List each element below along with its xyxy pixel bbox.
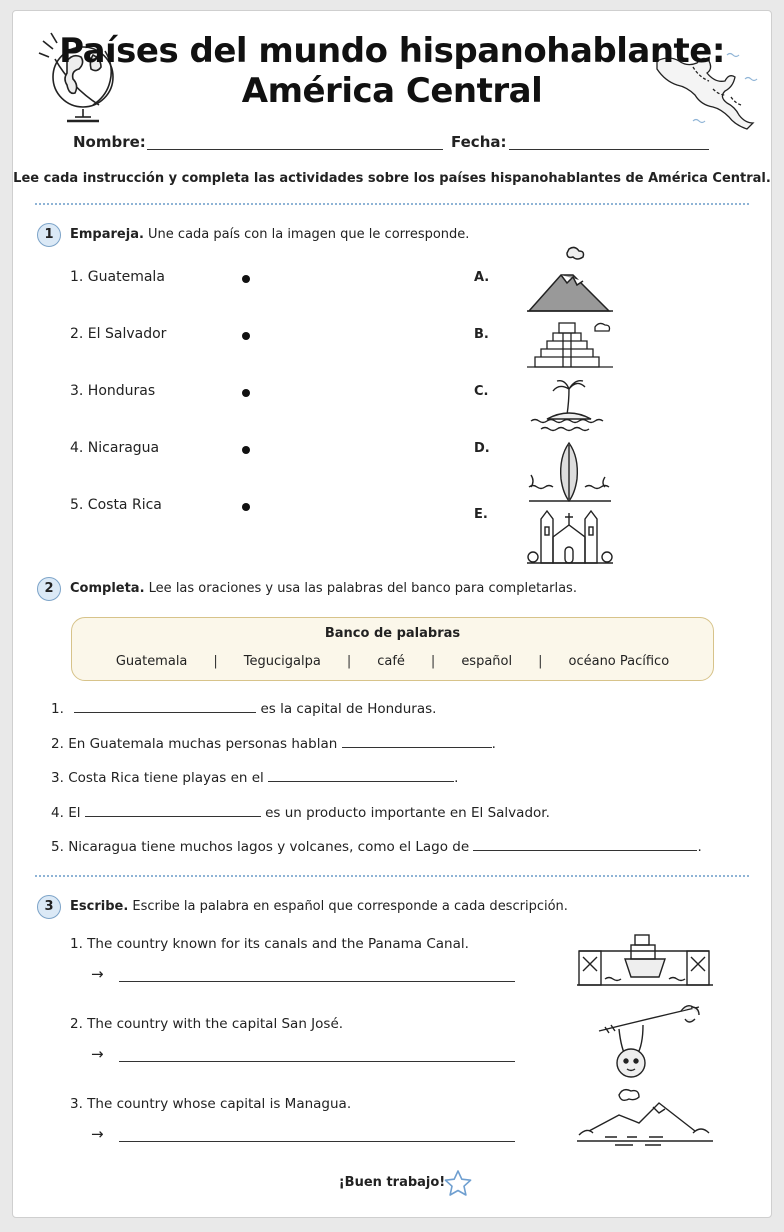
section-2-heading-text: Lee las oraciones y usa las palabras del banco para completarlas. bbox=[148, 581, 577, 596]
prompt-2: 2. The country with the capital San José. bbox=[70, 1016, 344, 1032]
answer-blank[interactable] bbox=[473, 838, 697, 851]
answer-line[interactable] bbox=[119, 981, 515, 982]
section-3-heading-text: Escribe la palabra en español que corresponde a cada descripción. bbox=[132, 899, 568, 914]
sentence-number: 5. bbox=[51, 839, 64, 855]
title-line-1: Países del mundo hispanohablante: bbox=[59, 31, 725, 71]
star-icon bbox=[443, 1169, 473, 1199]
sentence-4 bbox=[51, 804, 550, 821]
word-bank-title: Banco de palabras bbox=[324, 626, 461, 641]
sentence-after: es un producto importante en El Salvador. bbox=[265, 805, 550, 821]
sentence-after: . bbox=[454, 770, 459, 786]
instructions: Lee cada instrucción y completa las actividades sobre los países hispanohablantes de América Central. bbox=[13, 171, 771, 186]
section-1-heading-text: Une cada país con la imagen que le corresponde. bbox=[148, 227, 470, 242]
palm-island-icon bbox=[525, 375, 615, 437]
sentence-before: El bbox=[68, 805, 81, 821]
bank-word: español bbox=[461, 654, 513, 669]
volcano-icon bbox=[525, 245, 615, 315]
section-2-heading-bold: Completa. bbox=[70, 581, 145, 596]
match-letter: A. bbox=[474, 270, 490, 285]
country-item: 5. Costa Rica bbox=[70, 497, 162, 513]
bank-word: océano Pacífico bbox=[568, 654, 670, 669]
sentence-number: 1. bbox=[51, 701, 64, 717]
date-label: Fecha: bbox=[451, 133, 507, 151]
arrow-icon: → bbox=[91, 1045, 104, 1063]
divider bbox=[35, 203, 749, 205]
sentence-1 bbox=[51, 700, 436, 717]
section-2-number: 2 bbox=[37, 577, 61, 601]
sentence-before: En Guatemala muchas personas hablan bbox=[68, 736, 338, 752]
sentence-number: 4. bbox=[51, 805, 64, 821]
answer-blank[interactable] bbox=[85, 804, 261, 817]
sentence-number: 3. bbox=[51, 770, 64, 786]
country-item: 4. Nicaragua bbox=[70, 440, 160, 456]
canal-ship-icon bbox=[575, 929, 715, 987]
bank-separator: | bbox=[346, 654, 352, 669]
bank-word: café bbox=[377, 654, 405, 669]
lake-volcano-icon bbox=[575, 1081, 715, 1149]
page-title bbox=[13, 31, 771, 111]
word-bank bbox=[71, 617, 714, 681]
sentence-before: Nicaragua tiene muchos lagos y volcanes, como el Lago de bbox=[68, 839, 470, 855]
answer-blank[interactable] bbox=[268, 769, 454, 782]
name-label: Nombre: bbox=[73, 133, 146, 151]
prompt-1: 1. The country known for its canals and the Panama Canal. bbox=[70, 936, 469, 952]
sentence-2 bbox=[51, 735, 496, 752]
prompt-3: 3. The country whose capital is Managua. bbox=[70, 1096, 352, 1112]
country-item: 2. El Salvador bbox=[70, 326, 167, 342]
worksheet-page bbox=[12, 10, 772, 1218]
match-dot[interactable] bbox=[242, 275, 250, 283]
section-3-heading-bold: Escribe. bbox=[70, 899, 129, 914]
date-field[interactable] bbox=[509, 149, 709, 150]
arrow-icon: → bbox=[91, 1125, 104, 1143]
section-3-heading bbox=[70, 899, 568, 914]
match-letter: B. bbox=[474, 327, 489, 342]
answer-line[interactable] bbox=[119, 1141, 515, 1142]
sentence-before: Costa Rica tiene playas en el bbox=[68, 770, 264, 786]
match-letter: E. bbox=[474, 507, 488, 522]
sentence-3 bbox=[51, 769, 458, 786]
match-letter: D. bbox=[474, 441, 490, 456]
section-2-heading bbox=[70, 581, 577, 596]
country-item: 1. Guatemala bbox=[70, 269, 165, 285]
sloth-icon bbox=[595, 1001, 707, 1083]
church-icon bbox=[525, 499, 615, 567]
bank-separator: | bbox=[538, 654, 543, 669]
section-3-number: 3 bbox=[37, 895, 61, 919]
bank-separator: | bbox=[213, 654, 218, 669]
bank-word: Guatemala bbox=[115, 654, 188, 669]
word-bank-words bbox=[72, 654, 713, 669]
match-dot[interactable] bbox=[242, 446, 250, 454]
bank-separator: | bbox=[430, 654, 436, 669]
answer-blank[interactable] bbox=[74, 700, 256, 713]
bank-word: Tegucigalpa bbox=[243, 654, 321, 669]
sentence-after: . bbox=[491, 736, 496, 752]
match-dot[interactable] bbox=[242, 503, 250, 511]
match-letter: C. bbox=[474, 384, 489, 399]
footer-text: ¡Buen trabajo! bbox=[338, 1175, 446, 1190]
answer-blank[interactable] bbox=[342, 735, 492, 748]
title-line-2: América Central bbox=[241, 71, 543, 111]
match-dot[interactable] bbox=[242, 332, 250, 340]
section-1-heading-bold: Empareja. bbox=[70, 227, 144, 242]
answer-line[interactable] bbox=[119, 1061, 515, 1062]
match-dot[interactable] bbox=[242, 389, 250, 397]
pyramid-icon bbox=[525, 317, 615, 371]
divider bbox=[35, 875, 749, 877]
name-field[interactable] bbox=[147, 149, 443, 150]
section-1-heading bbox=[70, 227, 469, 242]
arrow-icon: → bbox=[91, 965, 104, 983]
sentence-5 bbox=[51, 838, 702, 855]
sentence-after: . bbox=[697, 839, 702, 855]
surfboard-icon bbox=[525, 439, 615, 505]
footer bbox=[13, 1175, 771, 1190]
sentence-number: 2. bbox=[51, 736, 64, 752]
sentence-after: es la capital de Honduras. bbox=[260, 701, 437, 717]
section-1-number: 1 bbox=[37, 223, 61, 247]
country-item: 3. Honduras bbox=[70, 383, 156, 399]
